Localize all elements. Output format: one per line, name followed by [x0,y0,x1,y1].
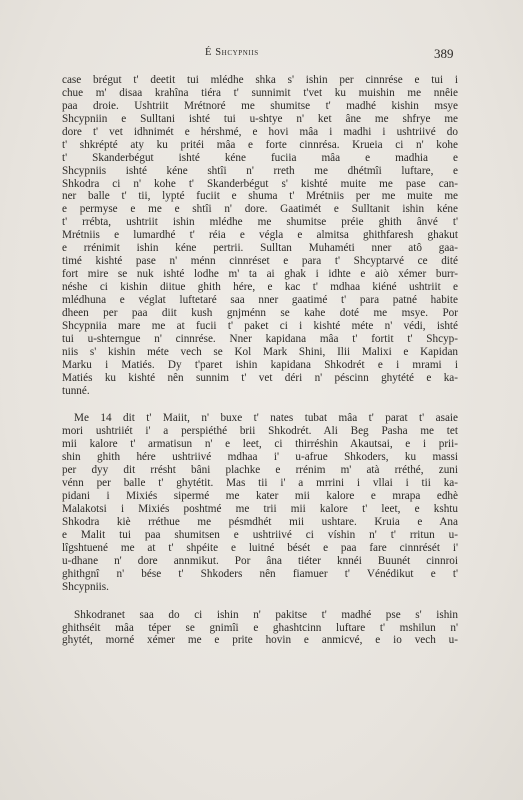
text-line: Shkodra ci n' kohe t' Skanderbégut s' kishté muite me pase can- [62,177,458,190]
text-line: chue m' disaa krahîna tiéra t' sunnimit t'vet ku muishin me nnêie [62,86,458,99]
text-line: u-dhane n' dore annmikut. Por âna tiéter knnéi Buunét cinnroi [62,554,458,567]
text-line: e Malit tui paa shumitsen e ushtriivé ci víshin n' t' rritun u- [62,528,458,541]
text-line: mori ushtriiét i' a perspiéthé brii Shkodrét. Ali Beg Pasha me tet [62,425,458,438]
text-line: Marku i Matiés. Dy t'paret ishin kapidana Shkodrét e i mrami i [62,358,458,371]
paragraph-1 [62,74,458,397]
paragraph-gap [62,397,458,412]
text-line: Mrétniis e lumardhé t' réia e végla e almitsa ghithfaresh ghakut [62,229,458,242]
text-line: Shcypniis ishté kéne shtîi n' rreth me dhétmîi luftare, e [62,164,458,177]
text-line: per dyy dit rrésht bâni plachke e rrénim m' atà rréthé, zuni [62,464,458,477]
text-line: Shcypniin e Sulltani ishté tui u-shtye n' ket âne me shfrye me [62,112,458,125]
text-line: t' shkrépté aty ku pritéi mâa e forte cinnrésa. Krueia ci n' kohe [62,138,458,151]
text-line: fort mire se nuk ishté lodhe m' ta ai ghak i idhte e aiò xémer burr- [62,268,458,281]
text-line: Shkodra kiè rréthue me pésmdhét mii ushtare. Kruia e Ana [62,515,458,528]
text-line: Shkodranet saa do ci ishin n' pakitse t' madhé pse s' ishin [74,608,458,621]
text-line: tunné. [62,384,90,397]
text-line: Malakotsi i Mixiés poshtmé me trii mii kalore t' leet, e kshtu [62,503,458,515]
text-line: shin ghith hére ushtriivé mdhaa i' u-afrue Shkoders, ku massi [62,451,458,464]
text-line: néshe ci kishin diitue ghith hére, e kac t' mdhaa kiéné ushtriit e [62,281,458,293]
running-head [0,47,523,63]
text-line: e permyse e me e shtîi n' dore. Gaatimét e Sulltanit ishin kéne [62,203,458,216]
text-line: niis s' kishin méte vech se Kol Mark Shini, Ilii Malixi e Kapidan [62,345,458,358]
text-line: Me 14 dit t' Maiit, n' buxe t' nates tubat mâa t' parat t' asaie [74,412,458,425]
text-line: paa droie. Ushtriit Mrétnoré me shumitse t' madhé kishin msye [62,99,458,112]
text-line: mii kalore t' armatisun n' e leet, ci thirréshin Akautsai, e i prii- [62,438,458,451]
text-line: e rrénimit ishin kéne pertrii. Sulltan Muhaméti nner atô gaa- [62,242,458,255]
text-line: mlédhuna e véglat luftetaré saa nner gaatimé t' para patné habite [62,293,458,306]
text-line: ghithgnî n' bése t' Shkoders nên fiamuer t' Vénédikut e t' [62,567,458,580]
text-line: case brégut t' deetit tui mlédhe shka s' ishin per cinnrése e tui i [62,74,458,86]
text-line: ghytét, morné xémer me e prite hovin e anmicvé, e io vech u- [62,634,458,647]
paragraph-gap [62,594,458,609]
text-line: Shcypniis. [62,580,109,593]
running-title: É Shcypniis [205,47,259,58]
text-line: t' Skanderbégut ishté kéne fuciia mâa e madhia e [62,151,458,164]
text-line: tui u-shterngue n' cinnrése. Nner kapidana mâa t' fortit t' Shcyp- [62,332,458,345]
text-line: timé kishté pase n' ménn cinnréset e para t' Shcyptarvé ce dité [62,255,458,268]
text-line: t' rrébta, ushtriit ishin mlédhe me shumitse préie ghith ânvé t' [62,216,458,229]
text-line: Matiés ku kishté nên sunnim t' vet déri n' péscinn ghytété e ka- [62,371,458,384]
paragraph-2 [62,412,458,593]
page-number: 389 [434,46,454,61]
text-line: pidani i Mixiés sipermé me kater mii kalore e mrapa edhè [62,490,458,503]
text-line: vénn per balle t' ghytétit. Mas tii i' a mrrini i vllai i tii ka- [62,477,458,490]
text-line: ner balle t' tii, lypté fuciit e shuma t' Mrétniis per me muite me [62,190,458,203]
text-line: dheen per paa diit kush gnjménn se kahe doté me msye. Por [62,306,458,319]
text-line: dore t' vet idhnimét e hérshmé, e hovi mâa i madhi i ushtriivé do [62,125,458,138]
text-line: Shcypniia mare me at fucii t' paket ci i kishté méte n' védi, ishté [62,319,458,332]
paragraph-3 [62,609,458,648]
text-line: lîgshtuené me at t' shpéite e luitné bését e paa fare cinnrését i' [62,541,458,554]
text-line: ghithséit mâa téper se gnimîi e ghashtcinn luftare t' mshilun n' [62,621,458,634]
body-text [62,74,458,647]
